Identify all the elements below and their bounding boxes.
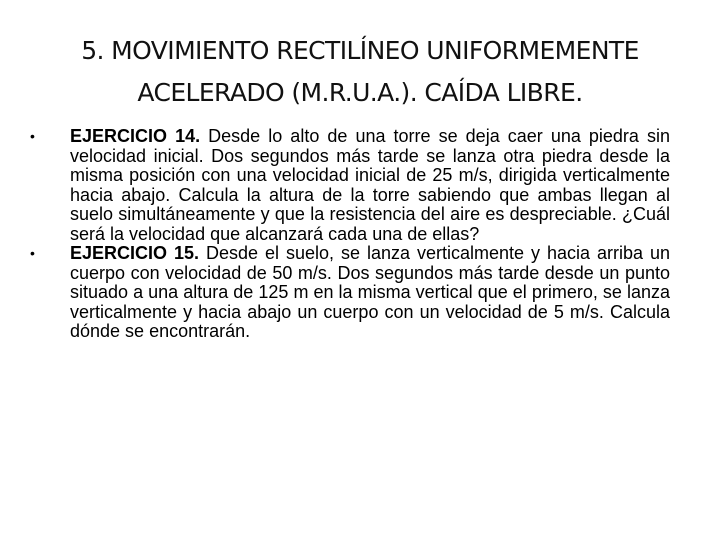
bullet-icon: •	[30, 245, 35, 261]
exercise-15-text: Desde el suelo, se lanza verticalmente y hacia arriba un cuerpo con velocidad de 50 m/s. Dos segundos más tarde desde un punto situado a una altura de 125 m en la misma vertical que el primero, se lanza verticalmente y hacia abajo un cuerpo con un velocidad de 5 m/s. Calcula dónde se encontrarán.	[70, 243, 671, 341]
title-line-1: 5. MOVIMIENTO RECTILÍNEO UNIFORMEMENTE	[81, 36, 639, 65]
bullet-icon: •	[30, 128, 35, 144]
title-line-2: ACELERADO (M.R.U.A.). CAÍDA LIBRE.	[137, 78, 583, 107]
exercise-14	[30, 127, 670, 244]
exercise-list	[30, 127, 670, 342]
exercise-15	[30, 244, 670, 342]
exercise-14-text: Desde lo alto de una torre se deja caer una piedra sin velocidad inicial. Dos segundos más tarde se lanza otra piedra desde la misma posición con una velocidad inicial de 25 m/s, dirigida verticalmente hacia abajo. Calcula la altura de la torre sabiendo que ambas llegan al suelo simultáneamente y que la resistencia del aire es despreciable. ¿Cuál será la velocidad que alcanzará cada una de ellas?	[70, 126, 671, 244]
exercise-15-label: EJERCICIO 15.	[70, 243, 200, 263]
slide-title	[20, 30, 700, 114]
exercise-14-label: EJERCICIO 14.	[70, 126, 201, 146]
